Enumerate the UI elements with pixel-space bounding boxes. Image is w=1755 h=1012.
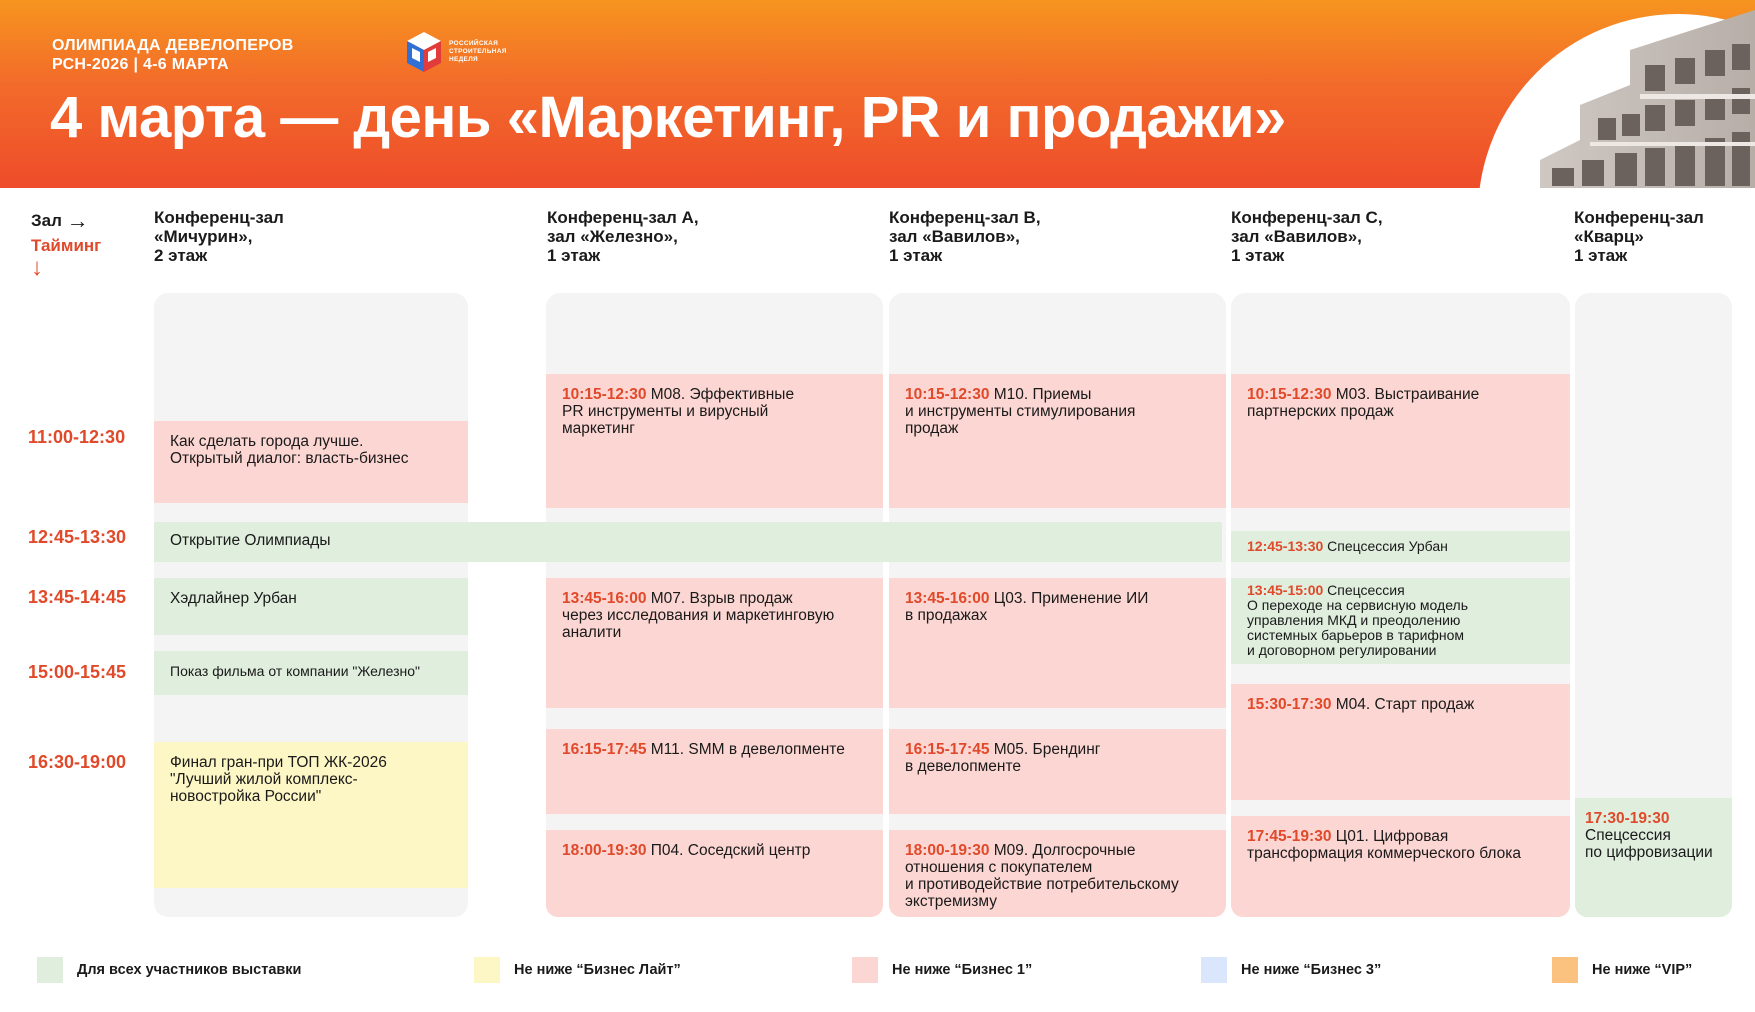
legend-swatch <box>852 957 878 983</box>
session-card[interactable]: 15:30-17:30 М04. Старт продаж <box>1231 684 1570 800</box>
legend-swatch <box>37 957 63 983</box>
session-card[interactable]: 12:45-13:30 Спецсессия Урбан <box>1231 531 1570 562</box>
event-name: ОЛИМПИАДА ДЕВЕЛОПЕРОВ <box>52 37 294 54</box>
arrow-down-icon: ↓ <box>31 254 43 281</box>
session-card[interactable]: Хэдлайнер Урбан <box>154 578 468 635</box>
header-banner <box>0 0 1755 188</box>
legend-swatch <box>1201 957 1227 983</box>
rsn-logo: РОССИЙСКАЯ СТРОИТЕЛЬНАЯ НЕДЕЛЯ <box>404 30 544 74</box>
session-card[interactable]: 10:15-12:30 М10. Приемы и инструменты стимулирования продаж <box>889 374 1226 508</box>
session-card[interactable]: 16:15-17:45 М11. SMM в девелопменте <box>546 729 883 814</box>
hall-header-quartz: Конференц-зал «Кварц» 1 этаж <box>1574 208 1704 265</box>
legend-swatch <box>1552 957 1578 983</box>
session-card[interactable]: 17:45-19:30 Ц01. Цифровая трансформация коммерческого блока <box>1231 816 1570 917</box>
session-card[interactable]: 16:15-17:45 М05. Брендинг в девелопменте <box>889 729 1226 814</box>
legend-swatch <box>474 957 500 983</box>
session-card[interactable]: 13:45-15:00 Спецсессия О переходе на сервисную модель управления МКД и преодолению системных барьеров в тарифном и договорном регулировании <box>1231 578 1570 664</box>
session-card[interactable]: 17:30-19:30 Спецсессия по цифровизации <box>1575 798 1732 917</box>
session-card[interactable]: Как сделать города лучше. Открытый диалог: власть-бизнес <box>154 421 468 503</box>
event-dates: РСН-2026 | 4-6 МАРТА <box>52 56 229 73</box>
building-illustration <box>1540 10 1755 188</box>
time-label: 12:45-13:30 <box>28 527 127 547</box>
arrow-right-icon: → <box>66 208 89 233</box>
hall-header-b: Конференц-зал B, зал «Вавилов», 1 этаж <box>889 208 1041 265</box>
session-card[interactable]: Показ фильма от компании "Железно" <box>154 651 468 695</box>
hall-header-michurin: Конференц-зал «Мичурин», 2 этаж <box>154 208 284 265</box>
session-card[interactable]: 10:15-12:30 М08. Эффективные PR инструменты и вирусный маркетинг <box>546 374 883 508</box>
time-label: 15:00-15:45 <box>28 662 127 682</box>
hall-header-c: Конференц-зал С, зал «Вавилов», 1 этаж <box>1231 208 1383 265</box>
session-card[interactable]: 13:45-16:00 Ц03. Применение ИИ в продажах <box>889 578 1226 708</box>
session-card[interactable]: 18:00-19:30 П04. Соседский центр <box>546 830 883 917</box>
session-card[interactable]: 13:45-16:00 М07. Взрыв продаж через исследования и маркетинговую аналити <box>546 578 883 708</box>
hall-header-a: Конференц-зал А, зал «Железно», 1 этаж <box>547 208 699 265</box>
time-label: 16:30-19:00 <box>28 752 127 772</box>
time-label: 13:45-14:45 <box>28 587 127 607</box>
session-card-opening[interactable]: Открытие Олимпиады <box>154 522 1222 562</box>
session-card[interactable]: 18:00-19:30 М09. Долгосрочные отношения с покупателем и противодействие потребительскому экстремизму <box>889 830 1226 917</box>
cube-logo-icon <box>404 30 444 74</box>
session-card[interactable]: 10:15-12:30 М03. Выстраивание партнерских продаж <box>1231 374 1570 508</box>
session-card[interactable]: Финал гран-при ТОП ЖК-2026 "Лучший жилой комплекс- новостройка России" <box>154 742 468 888</box>
time-label: 11:00-12:30 <box>28 427 126 447</box>
hall-axis-label: Зал → <box>31 208 89 233</box>
page-title: 4 марта — день «Маркетинг, PR и продажи» <box>50 85 1286 150</box>
timing-axis-label: Тайминг <box>31 236 102 255</box>
